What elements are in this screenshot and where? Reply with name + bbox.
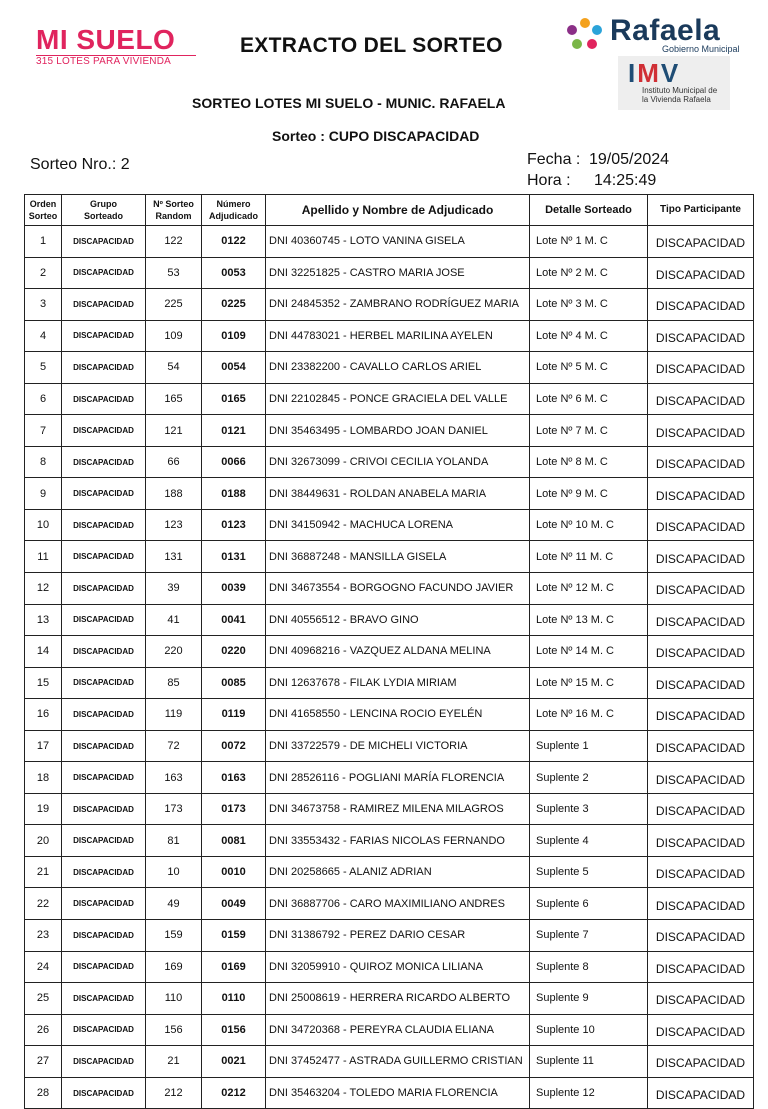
row-nombre: DNI 36887706 - CARO MAXIMILIANO ANDRES (266, 888, 530, 920)
row-numero: 0053 (202, 257, 266, 289)
header-orden: Orden Sorteo (25, 195, 62, 226)
table-header-row (25, 195, 754, 226)
row-numero: 0156 (202, 1014, 266, 1046)
table-row (25, 541, 754, 573)
table-row (25, 667, 754, 699)
row-detalle: Lote Nº 15 M. C (530, 667, 648, 699)
row-orden: 1 (25, 226, 62, 258)
row-numero: 0049 (202, 888, 266, 920)
row-numero: 0039 (202, 573, 266, 605)
row-numero: 0021 (202, 1046, 266, 1078)
row-numero: 0173 (202, 793, 266, 825)
row-random: 188 (146, 478, 202, 510)
row-tipo: DISCAPACIDAD (648, 1014, 754, 1046)
row-detalle: Lote Nº 3 M. C (530, 289, 648, 321)
row-grupo: DISCAPACIDAD (62, 793, 146, 825)
row-grupo: DISCAPACIDAD (62, 888, 146, 920)
row-nombre: DNI 23382200 - CAVALLO CARLOS ARIEL (266, 352, 530, 384)
table-row (25, 856, 754, 888)
row-orden: 7 (25, 415, 62, 447)
table-row (25, 762, 754, 794)
row-detalle: Suplente 10 (530, 1014, 648, 1046)
row-grupo: DISCAPACIDAD (62, 730, 146, 762)
table-row (25, 509, 754, 541)
row-grupo: DISCAPACIDAD (62, 573, 146, 605)
row-detalle: Suplente 3 (530, 793, 648, 825)
row-grupo: DISCAPACIDAD (62, 951, 146, 983)
table-row (25, 983, 754, 1015)
row-orden: 23 (25, 920, 62, 952)
row-random: 131 (146, 541, 202, 573)
row-detalle: Lote Nº 7 M. C (530, 415, 648, 447)
hora-label: Hora : (527, 172, 571, 189)
table-body (25, 226, 754, 1109)
table-row (25, 226, 754, 258)
row-orden: 8 (25, 446, 62, 478)
row-orden: 18 (25, 762, 62, 794)
table-row (25, 289, 754, 321)
row-tipo: DISCAPACIDAD (648, 289, 754, 321)
row-detalle: Suplente 6 (530, 888, 648, 920)
row-grupo: DISCAPACIDAD (62, 825, 146, 857)
row-random: 72 (146, 730, 202, 762)
row-tipo: DISCAPACIDAD (648, 699, 754, 731)
row-nombre: DNI 33553432 - FARIAS NICOLAS FERNANDO (266, 825, 530, 857)
fecha-label: Fecha : (527, 151, 581, 168)
header-numero: Número Adjudicado (202, 195, 266, 226)
row-detalle: Suplente 1 (530, 730, 648, 762)
imv-logo (618, 56, 730, 110)
table-row (25, 951, 754, 983)
row-nombre: DNI 20258665 - ALANIZ ADRIAN (266, 856, 530, 888)
row-nombre: DNI 22102845 - PONCE GRACIELA DEL VALLE (266, 383, 530, 415)
row-random: 119 (146, 699, 202, 731)
header-nombre: Apellido y Nombre de Adjudicado (266, 195, 530, 226)
row-random: 163 (146, 762, 202, 794)
row-tipo: DISCAPACIDAD (648, 1077, 754, 1109)
row-nombre: DNI 32251825 - CASTRO MARIA JOSE (266, 257, 530, 289)
rafaela-wordmark: Rafaela (610, 14, 721, 47)
hora-value: 14:25:49 (594, 172, 657, 189)
row-orden: 28 (25, 1077, 62, 1109)
imv-institute-name: Instituto Municipal de la Vivienda Rafaela (642, 86, 718, 104)
table-row (25, 920, 754, 952)
row-numero: 0109 (202, 320, 266, 352)
row-nombre: DNI 25008619 - HERRERA RICARDO ALBERTO (266, 983, 530, 1015)
rafaela-logo (564, 14, 754, 54)
row-nombre: DNI 33722579 - DE MICHELI VICTORIA (266, 730, 530, 762)
row-tipo: DISCAPACIDAD (648, 667, 754, 699)
row-numero: 0110 (202, 983, 266, 1015)
row-orden: 9 (25, 478, 62, 510)
row-nombre: DNI 31386792 - PEREZ DARIO CESAR (266, 920, 530, 952)
row-tipo: DISCAPACIDAD (648, 320, 754, 352)
row-orden: 3 (25, 289, 62, 321)
row-tipo: DISCAPACIDAD (648, 415, 754, 447)
row-orden: 20 (25, 825, 62, 857)
row-tipo: DISCAPACIDAD (648, 793, 754, 825)
row-random: 173 (146, 793, 202, 825)
row-detalle: Lote Nº 5 M. C (530, 352, 648, 384)
header-random: Nº Sorteo Random (146, 195, 202, 226)
row-orden: 11 (25, 541, 62, 573)
row-grupo: DISCAPACIDAD (62, 667, 146, 699)
date-time-block (527, 149, 669, 191)
table-row (25, 415, 754, 447)
row-random: 81 (146, 825, 202, 857)
row-random: 212 (146, 1077, 202, 1109)
rafaela-flower-icon (564, 16, 606, 52)
row-detalle: Lote Nº 11 M. C (530, 541, 648, 573)
row-tipo: DISCAPACIDAD (648, 825, 754, 857)
row-random: 110 (146, 983, 202, 1015)
table-row (25, 446, 754, 478)
results-table (24, 194, 754, 1109)
row-nombre: DNI 37452477 - ASTRADA GUILLERMO CRISTIAN (266, 1046, 530, 1078)
header-detalle: Detalle Sorteado (530, 195, 648, 226)
row-nombre: DNI 36887248 - MANSILLA GISELA (266, 541, 530, 573)
row-nombre: DNI 34673554 - BORGOGNO FACUNDO JAVIER (266, 573, 530, 605)
row-tipo: DISCAPACIDAD (648, 383, 754, 415)
row-numero: 0010 (202, 856, 266, 888)
row-detalle: Suplente 7 (530, 920, 648, 952)
row-nombre: DNI 35463204 - TOLEDO MARIA FLORENCIA (266, 1077, 530, 1109)
row-nombre: DNI 35463495 - LOMBARDO JOAN DANIEL (266, 415, 530, 447)
row-detalle: Lote Nº 4 M. C (530, 320, 648, 352)
table-row (25, 699, 754, 731)
row-random: 169 (146, 951, 202, 983)
row-random: 66 (146, 446, 202, 478)
row-detalle: Lote Nº 6 M. C (530, 383, 648, 415)
table-row (25, 352, 754, 384)
table-row (25, 825, 754, 857)
row-detalle: Lote Nº 9 M. C (530, 478, 648, 510)
row-numero: 0072 (202, 730, 266, 762)
row-tipo: DISCAPACIDAD (648, 604, 754, 636)
row-tipo: DISCAPACIDAD (648, 446, 754, 478)
row-orden: 5 (25, 352, 62, 384)
row-detalle: Suplente 5 (530, 856, 648, 888)
row-tipo: DISCAPACIDAD (648, 730, 754, 762)
row-numero: 0119 (202, 699, 266, 731)
table-row (25, 573, 754, 605)
row-grupo: DISCAPACIDAD (62, 699, 146, 731)
row-tipo: DISCAPACIDAD (648, 226, 754, 258)
row-random: 53 (146, 257, 202, 289)
row-orden: 19 (25, 793, 62, 825)
row-nombre: DNI 41658550 - LENCINA ROCIO EYELÉN (266, 699, 530, 731)
row-detalle: Lote Nº 16 M. C (530, 699, 648, 731)
row-random: 225 (146, 289, 202, 321)
row-random: 156 (146, 1014, 202, 1046)
row-numero: 0054 (202, 352, 266, 384)
row-tipo: DISCAPACIDAD (648, 478, 754, 510)
row-orden: 17 (25, 730, 62, 762)
sorteo-number: Sorteo Nro.: 2 (30, 156, 130, 173)
row-numero: 0169 (202, 951, 266, 983)
row-detalle: Suplente 8 (530, 951, 648, 983)
row-detalle: Suplente 12 (530, 1077, 648, 1109)
row-detalle: Lote Nº 1 M. C (530, 226, 648, 258)
row-tipo: DISCAPACIDAD (648, 352, 754, 384)
row-nombre: DNI 28526116 - POGLIANI MARÍA FLORENCIA (266, 762, 530, 794)
row-detalle: Suplente 9 (530, 983, 648, 1015)
row-grupo: DISCAPACIDAD (62, 1014, 146, 1046)
row-grupo: DISCAPACIDAD (62, 320, 146, 352)
row-tipo: DISCAPACIDAD (648, 856, 754, 888)
row-random: 85 (146, 667, 202, 699)
row-numero: 0220 (202, 636, 266, 668)
imv-mark: IMV (628, 58, 681, 88)
row-tipo: DISCAPACIDAD (648, 762, 754, 794)
row-grupo: DISCAPACIDAD (62, 446, 146, 478)
row-random: 10 (146, 856, 202, 888)
row-numero: 0163 (202, 762, 266, 794)
row-tipo: DISCAPACIDAD (648, 541, 754, 573)
row-grupo: DISCAPACIDAD (62, 920, 146, 952)
row-orden: 15 (25, 667, 62, 699)
table-row (25, 320, 754, 352)
row-grupo: DISCAPACIDAD (62, 1077, 146, 1109)
row-nombre: DNI 38449631 - ROLDAN ANABELA MARIA (266, 478, 530, 510)
row-numero: 0159 (202, 920, 266, 952)
row-random: 21 (146, 1046, 202, 1078)
row-orden: 21 (25, 856, 62, 888)
row-orden: 25 (25, 983, 62, 1015)
row-orden: 22 (25, 888, 62, 920)
row-orden: 27 (25, 1046, 62, 1078)
row-numero: 0081 (202, 825, 266, 857)
row-detalle: Lote Nº 12 M. C (530, 573, 648, 605)
row-orden: 14 (25, 636, 62, 668)
row-grupo: DISCAPACIDAD (62, 415, 146, 447)
row-grupo: DISCAPACIDAD (62, 509, 146, 541)
row-numero: 0085 (202, 667, 266, 699)
row-detalle: Lote Nº 8 M. C (530, 446, 648, 478)
row-tipo: DISCAPACIDAD (648, 636, 754, 668)
row-numero: 0225 (202, 289, 266, 321)
row-detalle: Lote Nº 13 M. C (530, 604, 648, 636)
row-grupo: DISCAPACIDAD (62, 1046, 146, 1078)
row-orden: 16 (25, 699, 62, 731)
table-row (25, 793, 754, 825)
row-numero: 0165 (202, 383, 266, 415)
row-grupo: DISCAPACIDAD (62, 541, 146, 573)
row-random: 54 (146, 352, 202, 384)
row-orden: 26 (25, 1014, 62, 1046)
rafaela-subtitle: Gobierno Municipal (662, 44, 740, 54)
row-nombre: DNI 24845352 - ZAMBRANO RODRÍGUEZ MARIA (266, 289, 530, 321)
row-detalle: Lote Nº 14 M. C (530, 636, 648, 668)
table-row (25, 604, 754, 636)
row-numero: 0123 (202, 509, 266, 541)
row-nombre: DNI 32059910 - QUIROZ MONICA LILIANA (266, 951, 530, 983)
row-tipo: DISCAPACIDAD (648, 983, 754, 1015)
row-tipo: DISCAPACIDAD (648, 1046, 754, 1078)
row-detalle: Suplente 4 (530, 825, 648, 857)
mi-suelo-tagline: 315 LOTES PARA VIVIENDA (36, 55, 196, 67)
fecha-value: 19/05/2024 (589, 151, 670, 168)
table-row (25, 1077, 754, 1109)
row-tipo: DISCAPACIDAD (648, 509, 754, 541)
row-numero: 0188 (202, 478, 266, 510)
row-tipo: DISCAPACIDAD (648, 920, 754, 952)
row-nombre: DNI 40968216 - VAZQUEZ ALDANA MELINA (266, 636, 530, 668)
row-random: 41 (146, 604, 202, 636)
row-random: 123 (146, 509, 202, 541)
row-numero: 0066 (202, 446, 266, 478)
row-grupo: DISCAPACIDAD (62, 383, 146, 415)
row-nombre: DNI 12637678 - FILAK LYDIA MIRIAM (266, 667, 530, 699)
sorteo-cupo: Sorteo : CUPO DISCAPACIDAD (272, 128, 480, 144)
row-tipo: DISCAPACIDAD (648, 257, 754, 289)
row-grupo: DISCAPACIDAD (62, 352, 146, 384)
sorteo-subtitle: SORTEO LOTES MI SUELO - MUNIC. RAFAELA (192, 95, 506, 111)
row-numero: 0212 (202, 1077, 266, 1109)
mi-suelo-logo (36, 26, 196, 67)
row-orden: 2 (25, 257, 62, 289)
row-grupo: DISCAPACIDAD (62, 478, 146, 510)
table-row (25, 730, 754, 762)
row-random: 121 (146, 415, 202, 447)
row-orden: 13 (25, 604, 62, 636)
row-grupo: DISCAPACIDAD (62, 856, 146, 888)
row-detalle: Lote Nº 10 M. C (530, 509, 648, 541)
table-row (25, 888, 754, 920)
table-row (25, 1014, 754, 1046)
row-numero: 0131 (202, 541, 266, 573)
row-random: 109 (146, 320, 202, 352)
row-tipo: DISCAPACIDAD (648, 573, 754, 605)
row-grupo: DISCAPACIDAD (62, 289, 146, 321)
row-grupo: DISCAPACIDAD (62, 257, 146, 289)
row-grupo: DISCAPACIDAD (62, 604, 146, 636)
row-random: 39 (146, 573, 202, 605)
page-title: EXTRACTO DEL SORTEO (240, 34, 503, 57)
table-row (25, 257, 754, 289)
row-random: 165 (146, 383, 202, 415)
table-row (25, 478, 754, 510)
row-orden: 6 (25, 383, 62, 415)
row-orden: 12 (25, 573, 62, 605)
row-tipo: DISCAPACIDAD (648, 951, 754, 983)
row-nombre: DNI 40360745 - LOTO VANINA GISELA (266, 226, 530, 258)
row-detalle: Lote Nº 2 M. C (530, 257, 648, 289)
row-tipo: DISCAPACIDAD (648, 888, 754, 920)
row-random: 220 (146, 636, 202, 668)
row-random: 49 (146, 888, 202, 920)
row-grupo: DISCAPACIDAD (62, 226, 146, 258)
row-nombre: DNI 34673758 - RAMIREZ MILENA MILAGROS (266, 793, 530, 825)
row-numero: 0041 (202, 604, 266, 636)
row-nombre: DNI 32673099 - CRIVOI CECILIA YOLANDA (266, 446, 530, 478)
row-detalle: Suplente 11 (530, 1046, 648, 1078)
row-numero: 0121 (202, 415, 266, 447)
row-detalle: Suplente 2 (530, 762, 648, 794)
row-grupo: DISCAPACIDAD (62, 636, 146, 668)
row-random: 122 (146, 226, 202, 258)
row-grupo: DISCAPACIDAD (62, 983, 146, 1015)
row-orden: 24 (25, 951, 62, 983)
row-nombre: DNI 34150942 - MACHUCA LORENA (266, 509, 530, 541)
table-row (25, 383, 754, 415)
mi-suelo-brand: MI SUELO (36, 24, 176, 55)
row-random: 159 (146, 920, 202, 952)
row-numero: 0122 (202, 226, 266, 258)
row-orden: 10 (25, 509, 62, 541)
table-row (25, 636, 754, 668)
row-nombre: DNI 34720368 - PEREYRA CLAUDIA ELIANA (266, 1014, 530, 1046)
table-row (25, 1046, 754, 1078)
row-orden: 4 (25, 320, 62, 352)
row-nombre: DNI 40556512 - BRAVO GINO (266, 604, 530, 636)
row-grupo: DISCAPACIDAD (62, 762, 146, 794)
row-nombre: DNI 44783021 - HERBEL MARILINA AYELEN (266, 320, 530, 352)
header-tipo: Tipo Participante (648, 195, 754, 226)
header-grupo: Grupo Sorteado (62, 195, 146, 226)
